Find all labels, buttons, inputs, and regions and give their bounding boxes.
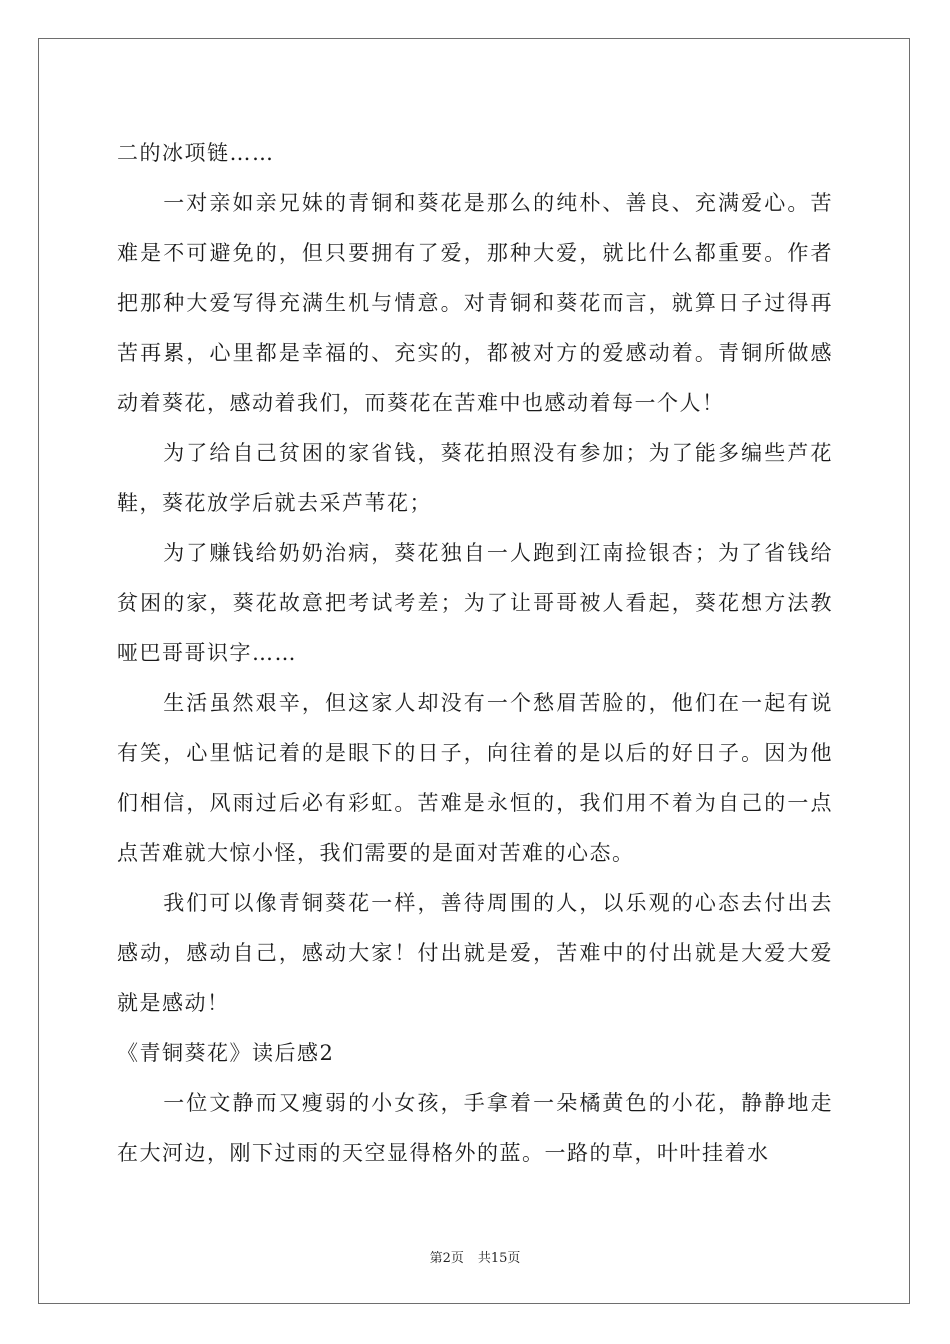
paragraph-1: 一对亲如亲兄妹的青铜和葵花是那么的纯朴、善良、充满爱心。苦难是不可避免的，但只要拥有了爱，那种大爱，就比什么都重要。作者把那种大爱写得充满生机与情意。对青铜和葵花而言，就算日子过得再苦再累，心里都是幸福的、充实的，都被对方的爱感动着。青铜所做感动着葵花，感动着我们，而葵花在苦难中也感动着每一个人！ xyxy=(117,191,833,415)
paragraph-2: 为了给自己贫困的家省钱，葵花拍照没有参加；为了能多编些芦花鞋，葵花放学后就去采芦苇花； xyxy=(117,441,833,515)
page-number: 第2页 xyxy=(429,1251,464,1266)
paragraph-4: 生活虽然艰辛，但这家人却没有一个愁眉苦脸的，他们在一起有说有笑，心里惦记着的是眼下的日子，向往着的是以后的好日子。因为他们相信，风雨过后必有彩虹。苦难是永恒的，我们用不着为自己的一点点苦难就大惊小怪，我们需要的是面对苦难的心态。 xyxy=(117,691,833,865)
section-heading: 《青铜葵花》读后感2 xyxy=(117,1041,335,1065)
paragraph-3: 为了赚钱给奶奶治病，葵花独自一人跑到江南捡银杏；为了省钱给贫困的家，葵花故意把考试考差；为了让哥哥被人看起，葵花想方法教哑巴哥哥识字…… xyxy=(117,541,833,665)
paragraph-5: 我们可以像青铜葵花一样，善待周围的人，以乐观的心态去付出去感动，感动自己，感动大家！付出就是爱，苦难中的付出就是大爱大爱就是感动！ xyxy=(117,891,833,1015)
page-footer xyxy=(0,1247,950,1266)
paragraph-continuation: 二的冰项链…… xyxy=(117,141,275,165)
paragraph-6: 一位文静而又瘦弱的小女孩，手拿着一朵橘黄色的小花，静静地走在大河边，刚下过雨的天空显得格外的蓝。一路的草，叶叶挂着水 xyxy=(117,1091,833,1165)
document-body xyxy=(117,128,833,1178)
page-total: 共15页 xyxy=(477,1251,521,1266)
